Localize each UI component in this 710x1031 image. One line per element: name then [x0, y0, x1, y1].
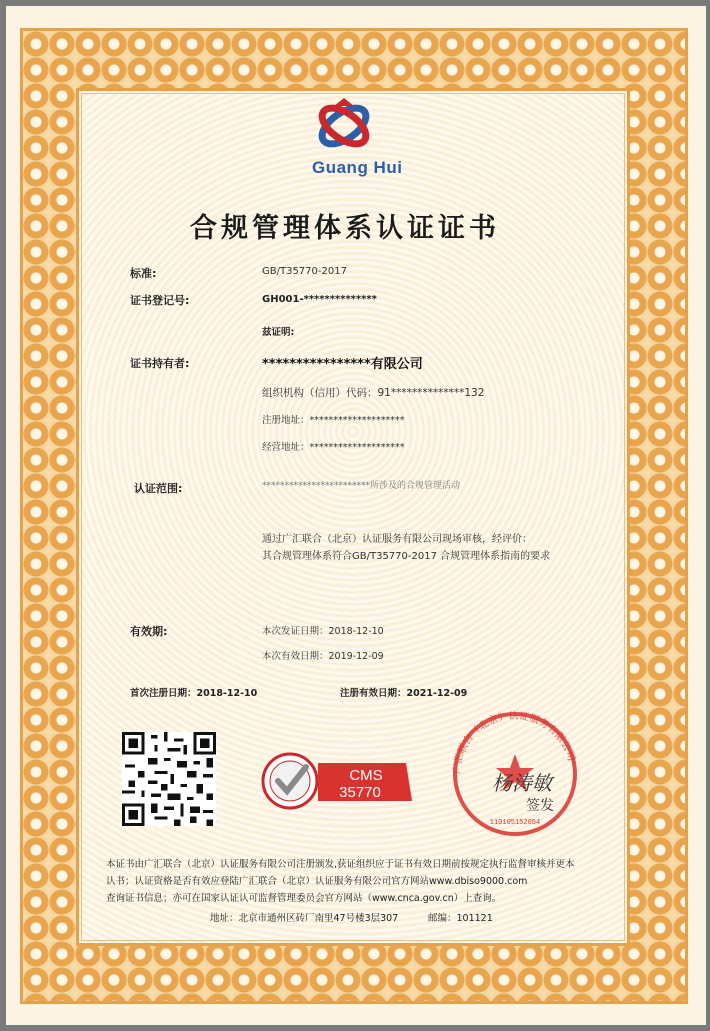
standard-label: 标准: [130, 267, 157, 280]
holder-org-code: 组织机构（信用）代码：91**************132 [262, 387, 485, 399]
cert-no-label: 证书登记号: [130, 294, 190, 307]
signature: 杨涛敏 [492, 771, 552, 795]
scope-statement-line1: 通过广汇联合（北京）认证服务有限公司现场审核，经评价： [262, 534, 532, 545]
standard-value: GB/T35770-2017 [262, 266, 347, 277]
issue-date: 本次发证日期：2018-12-10 [262, 626, 384, 637]
first-registration-date: 首次注册日期：2018-12-10 [130, 688, 258, 699]
attest-label: 兹证明: [262, 327, 295, 338]
footer-line2: 认书；认证资格是否有效应登陆广汇联合（北京）认证服务有限公司官方网站www.dbiso9000.com [106, 876, 528, 887]
valid-date: 本次有效日期：2019-12-09 [262, 651, 384, 662]
cms-35770-badge [256, 745, 416, 815]
holder-op-address: 经营地址：******************** [262, 442, 405, 453]
footer-address: 地址：北京市通州区砖厂南里47号楼3层307 [210, 913, 399, 924]
cms-badge-line1: CMS [349, 767, 383, 784]
certificate-title: 合规管理体系认证证书 [190, 213, 500, 244]
holder-name: ****************有限公司 [262, 357, 423, 372]
holder-reg-address: 注册地址：******************** [262, 415, 405, 426]
footer-line3: 查询证书信息；亦可在国家认证认可监督管理委员会官方网站（www.cnca.gov.cn）上查询。 [106, 893, 502, 904]
scope-label: 认证范围: [134, 482, 183, 495]
cms-badge-line2: 35770 [339, 784, 381, 801]
registration-expiry-date: 注册有效日期：2021-12-09 [340, 688, 468, 699]
qr-code-icon [122, 732, 216, 826]
cert-no-value: GH001-************** [262, 294, 377, 305]
scope-value: ************************所涉及的合规管理活动 [262, 481, 461, 491]
validity-label: 有效期: [130, 625, 168, 638]
scope-statement-line2: 其合规管理体系符合GB/T35770-2017 合规管理体系指南的要求 [262, 551, 551, 562]
official-seal-stamp [440, 706, 590, 836]
footer-line1: 本证书由广汇联合（北京）认证服务有限公司注册颁发,获证组织应于证书有效日期前按规定执行监督审核并更本 [106, 859, 575, 870]
seal-number: 110105152054 [489, 819, 541, 827]
seal-arc-text: 广汇联合（北京）认证服务有限公司 [451, 710, 577, 775]
footer-postcode: 邮编：101121 [428, 913, 493, 924]
guanghui-logo-icon [308, 98, 380, 158]
holder-label: 证书持有者: [130, 357, 190, 370]
sign-label: 签发 [526, 798, 554, 814]
brand-name: Guang Hui [312, 158, 403, 177]
